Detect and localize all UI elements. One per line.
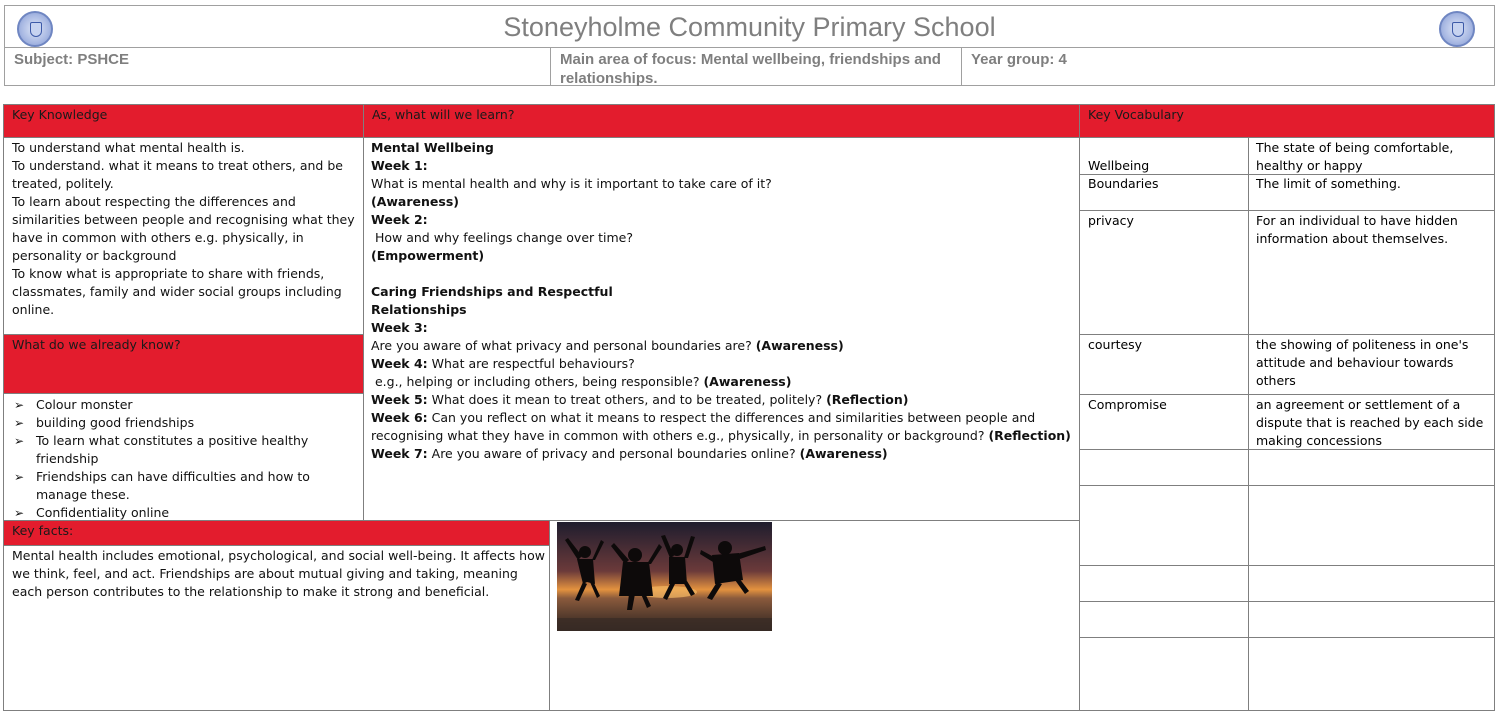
- vocab-heading: Key Vocabulary: [1088, 107, 1184, 122]
- year-group-label: Year group: 4: [971, 51, 1067, 68]
- key-knowledge-heading-cell: [3, 104, 364, 138]
- key-knowledge-line: To learn about respecting the differences and similarities between people and recognising what they have in common with others e.g. physically, in personality or background: [12, 194, 359, 263]
- vocab-definition-cell: [1248, 210, 1495, 335]
- already-know-cell: [3, 393, 364, 521]
- vocab-empty-cell: [1248, 449, 1495, 486]
- school-crest-icon: [1439, 11, 1475, 47]
- focus-cell: [550, 48, 962, 86]
- vocab-definition-cell: [1248, 174, 1495, 211]
- vocab-term-cell: [1079, 137, 1249, 175]
- vocab-empty-cell: [1079, 601, 1249, 638]
- subject-cell: [4, 48, 551, 86]
- list-item: ➢ building good friendships: [12, 414, 357, 432]
- vocab-term: Boundaries: [1088, 176, 1159, 191]
- week-tag: (Awareness): [703, 374, 792, 389]
- unit-title: Caring Friendships and Respectful: [371, 284, 613, 299]
- list-item: ➢ To learn what constitutes a positive healthy friendship: [12, 432, 357, 468]
- vocab-empty-cell: [1079, 565, 1249, 602]
- week-label: Week 7:: [371, 446, 428, 461]
- week-tag: (Awareness): [799, 446, 888, 461]
- vocab-heading-cell: [1079, 104, 1495, 138]
- key-knowledge-line: To understand. what it means to treat others, and be treated, politely.: [12, 158, 347, 191]
- list-item: ➢ Confidentiality online: [12, 504, 357, 521]
- week-label: Week 1:: [371, 158, 428, 173]
- vocab-empty-cell: [1248, 565, 1495, 602]
- image-cell: [549, 520, 1080, 711]
- key-facts-cell: [3, 545, 550, 711]
- key-knowledge-line: To understand what mental health is.: [12, 140, 245, 155]
- already-know-heading-cell: [3, 334, 364, 394]
- key-facts-text: Mental health includes emotional, psychological, and social well-being. It affects how we think, feel, and act. Friendships are about mutual giving and taking, meaning each person contributes to the relationship to make it strong and beneficial.: [12, 548, 545, 599]
- week-question: Can you reflect on what it means to respect the differences and similarities between people and recognising what they have in common with others e.g., physically, in personality or background?: [371, 410, 1040, 443]
- page-header: [4, 5, 1495, 48]
- learn-cell: [363, 137, 1080, 521]
- week-tag: (Awareness): [755, 338, 844, 353]
- vocab-term: courtesy: [1088, 337, 1143, 352]
- week-question: Are you aware of privacy and personal boundaries online?: [427, 446, 800, 461]
- key-knowledge-line: To know what is appropriate to share with friends, classmates, family and wider social groups including online.: [12, 266, 346, 317]
- key-facts-heading-cell: [3, 520, 550, 546]
- week-tag: (Reflection): [988, 428, 1071, 443]
- list-item: ➢ Colour monster: [12, 396, 357, 414]
- week-question: What is mental health and why is it important to take care of it?: [371, 176, 772, 191]
- vocab-term-cell: [1079, 394, 1249, 450]
- vocab-definition-cell: [1248, 394, 1495, 450]
- week-question: What are respectful behaviours?: [427, 356, 635, 371]
- key-knowledge-heading: Key Knowledge: [12, 107, 108, 122]
- week-question: e.g., helping or including others, being responsible?: [371, 374, 704, 389]
- week-question: How and why feelings change over time?: [371, 230, 634, 245]
- week-label: Week 5:: [371, 392, 428, 407]
- vocab-definition: an agreement or settlement of a dispute that is reached by each side making concessions: [1256, 397, 1484, 448]
- vocab-term: Compromise: [1088, 397, 1167, 412]
- key-knowledge-cell: [3, 137, 364, 335]
- week-tag: (Empowerment): [371, 248, 485, 263]
- vocab-empty-cell: [1079, 449, 1249, 486]
- key-facts-heading: Key facts:: [12, 523, 74, 538]
- vocab-term: Wellbeing: [1088, 158, 1150, 173]
- week-question: Are you aware of what privacy and personal boundaries are?: [371, 338, 756, 353]
- week-tag: (Awareness): [371, 194, 459, 209]
- vocab-term-cell: [1079, 210, 1249, 335]
- vocab-definition: The limit of something.: [1256, 176, 1401, 191]
- vocab-definition-cell: [1248, 334, 1495, 395]
- focus-label: Main area of focus: Mental wellbeing, friendships and relationships.: [560, 51, 941, 87]
- vocab-empty-cell: [1248, 637, 1495, 711]
- week-question: What does it mean to treat others, and to be treated, politely?: [427, 392, 827, 407]
- vocab-term: privacy: [1088, 213, 1134, 228]
- learn-heading: As, what will we learn?: [372, 107, 515, 122]
- week-label: Week 2:: [371, 212, 428, 227]
- already-know-heading: What do we already know?: [12, 337, 181, 352]
- vocab-term-cell: [1079, 174, 1249, 211]
- vocab-empty-cell: [1248, 485, 1495, 566]
- vocab-definition-cell: [1248, 137, 1495, 175]
- week-tag: (Reflection): [826, 392, 909, 407]
- already-know-list: [12, 396, 357, 521]
- unit-title: Relationships: [371, 302, 467, 317]
- vocab-empty-cell: [1079, 637, 1249, 711]
- subject-label: Subject: PSHCE: [14, 51, 130, 68]
- year-group-cell: [961, 48, 1495, 86]
- week-label: Week 3:: [371, 320, 428, 335]
- week-label: Week 4:: [371, 356, 428, 371]
- school-name: Stoneyholme Community Primary School: [503, 12, 996, 42]
- vocab-term-cell: [1079, 334, 1249, 395]
- vocab-empty-cell: [1079, 485, 1249, 566]
- learn-heading-cell: [363, 104, 1080, 138]
- unit-title: Mental Wellbeing: [371, 140, 494, 155]
- list-item: ➢ Friendships can have difficulties and how to manage these.: [12, 468, 357, 504]
- friends-jumping-silhouette-image: [557, 522, 772, 631]
- vocab-definition: The state of being comfortable, healthy or happy: [1256, 140, 1454, 173]
- week-label: Week 6:: [371, 410, 428, 425]
- vocab-definition: the showing of politeness in one's attitude and behaviour towards others: [1256, 337, 1469, 388]
- vocab-empty-cell: [1248, 601, 1495, 638]
- vocab-definition: For an individual to have hidden information about themselves.: [1256, 213, 1458, 246]
